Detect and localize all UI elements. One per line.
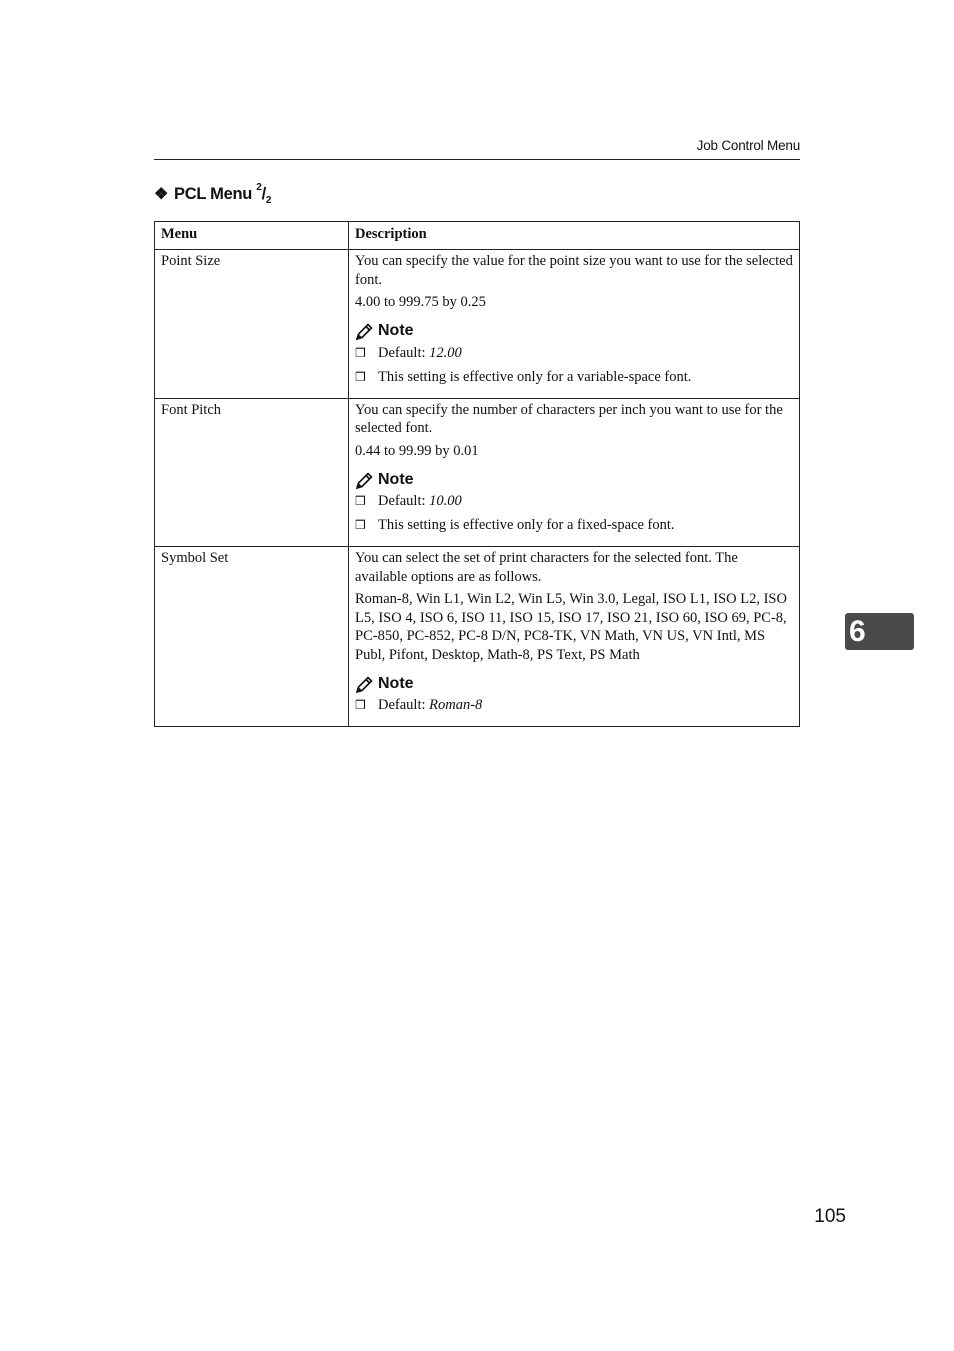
- default-prefix: Default:: [378, 697, 430, 713]
- note-heading: [355, 468, 793, 492]
- section-title-sub: 2: [265, 195, 272, 206]
- note-item: [355, 344, 793, 363]
- table-header-row: [155, 222, 800, 250]
- description-cell: [349, 250, 800, 399]
- menu-cell: Font Pitch: [155, 398, 349, 547]
- table-row: [155, 398, 800, 547]
- default-value: 12.00: [429, 344, 462, 361]
- description-cell: [349, 398, 800, 547]
- default-value: Roman-8: [429, 697, 483, 713]
- checkbox-bullet-icon: ❒: [355, 698, 366, 712]
- default-value: 10.00: [429, 493, 462, 509]
- note-label: Note: [378, 674, 414, 692]
- header-rule: [154, 159, 800, 160]
- note-item: [355, 368, 793, 387]
- note-item: [355, 492, 793, 511]
- page-number: 105: [814, 1206, 846, 1227]
- description-text: You can specify the value for the point size you want to use for the selected font.: [355, 253, 793, 288]
- menu-column-header: Menu: [155, 222, 349, 250]
- value-range: 4.00 to 999.75 by 0.25: [355, 294, 486, 310]
- pencil-icon: [355, 471, 374, 490]
- note-heading: [355, 320, 793, 344]
- description-text: You can specify the number of characters per inch you want to use for the selected font.: [355, 401, 783, 436]
- note-label: Note: [378, 470, 414, 488]
- pcl-menu-table: [154, 221, 800, 727]
- pencil-icon: [355, 322, 374, 341]
- pencil-icon: [355, 675, 374, 694]
- section-title-sup: 2: [256, 182, 262, 193]
- running-header: Job Control Menu: [696, 138, 800, 153]
- checkbox-bullet-icon: ❒: [355, 369, 366, 384]
- section-title-text: PCL Menu: [174, 185, 257, 203]
- description-text: You can select the set of print characters for the selected font. The available options are as follows.: [355, 550, 738, 585]
- default-prefix: Default:: [378, 344, 430, 361]
- section-title-slash: /: [261, 185, 266, 203]
- description-cell: [349, 547, 800, 727]
- table-row: [155, 547, 800, 727]
- note-text: This setting is effective only for a variable-space font.: [378, 368, 692, 385]
- checkbox-bullet-icon: ❒: [355, 345, 366, 360]
- table-row: [155, 250, 800, 399]
- note-label: Note: [378, 322, 414, 340]
- section-title: [154, 184, 271, 204]
- menu-cell: Symbol Set: [155, 547, 349, 727]
- value-range: 0.44 to 99.99 by 0.01: [355, 442, 479, 459]
- default-prefix: Default:: [378, 493, 430, 509]
- diamond-bullet-icon: ❖: [154, 186, 169, 203]
- note-item: [355, 516, 793, 535]
- chapter-tab: 6: [845, 613, 914, 650]
- checkbox-bullet-icon: ❒: [355, 518, 366, 532]
- note-text: This setting is effective only for a fixed-space font.: [378, 517, 675, 533]
- note-item: [355, 696, 793, 715]
- checkbox-bullet-icon: ❒: [355, 494, 366, 508]
- symbol-set-options: Roman-8, Win L1, Win L2, Win L5, Win 3.0, Legal, ISO L1, ISO L2, ISO L5, ISO 4, ISO 6, ISO 11, ISO 15, ISO 17, ISO 21, ISO 60, ISO 69, PC-8, PC-850, PC-852, PC-8 D/N, PC8-TK, VN Math, VN US, VN Intl, MS Publ, Pifont, Desktop, Math-8, PS Text, PS Math: [355, 591, 787, 663]
- note-heading: [355, 672, 793, 696]
- description-column-header: Description: [349, 222, 800, 250]
- menu-cell: Point Size: [155, 250, 349, 399]
